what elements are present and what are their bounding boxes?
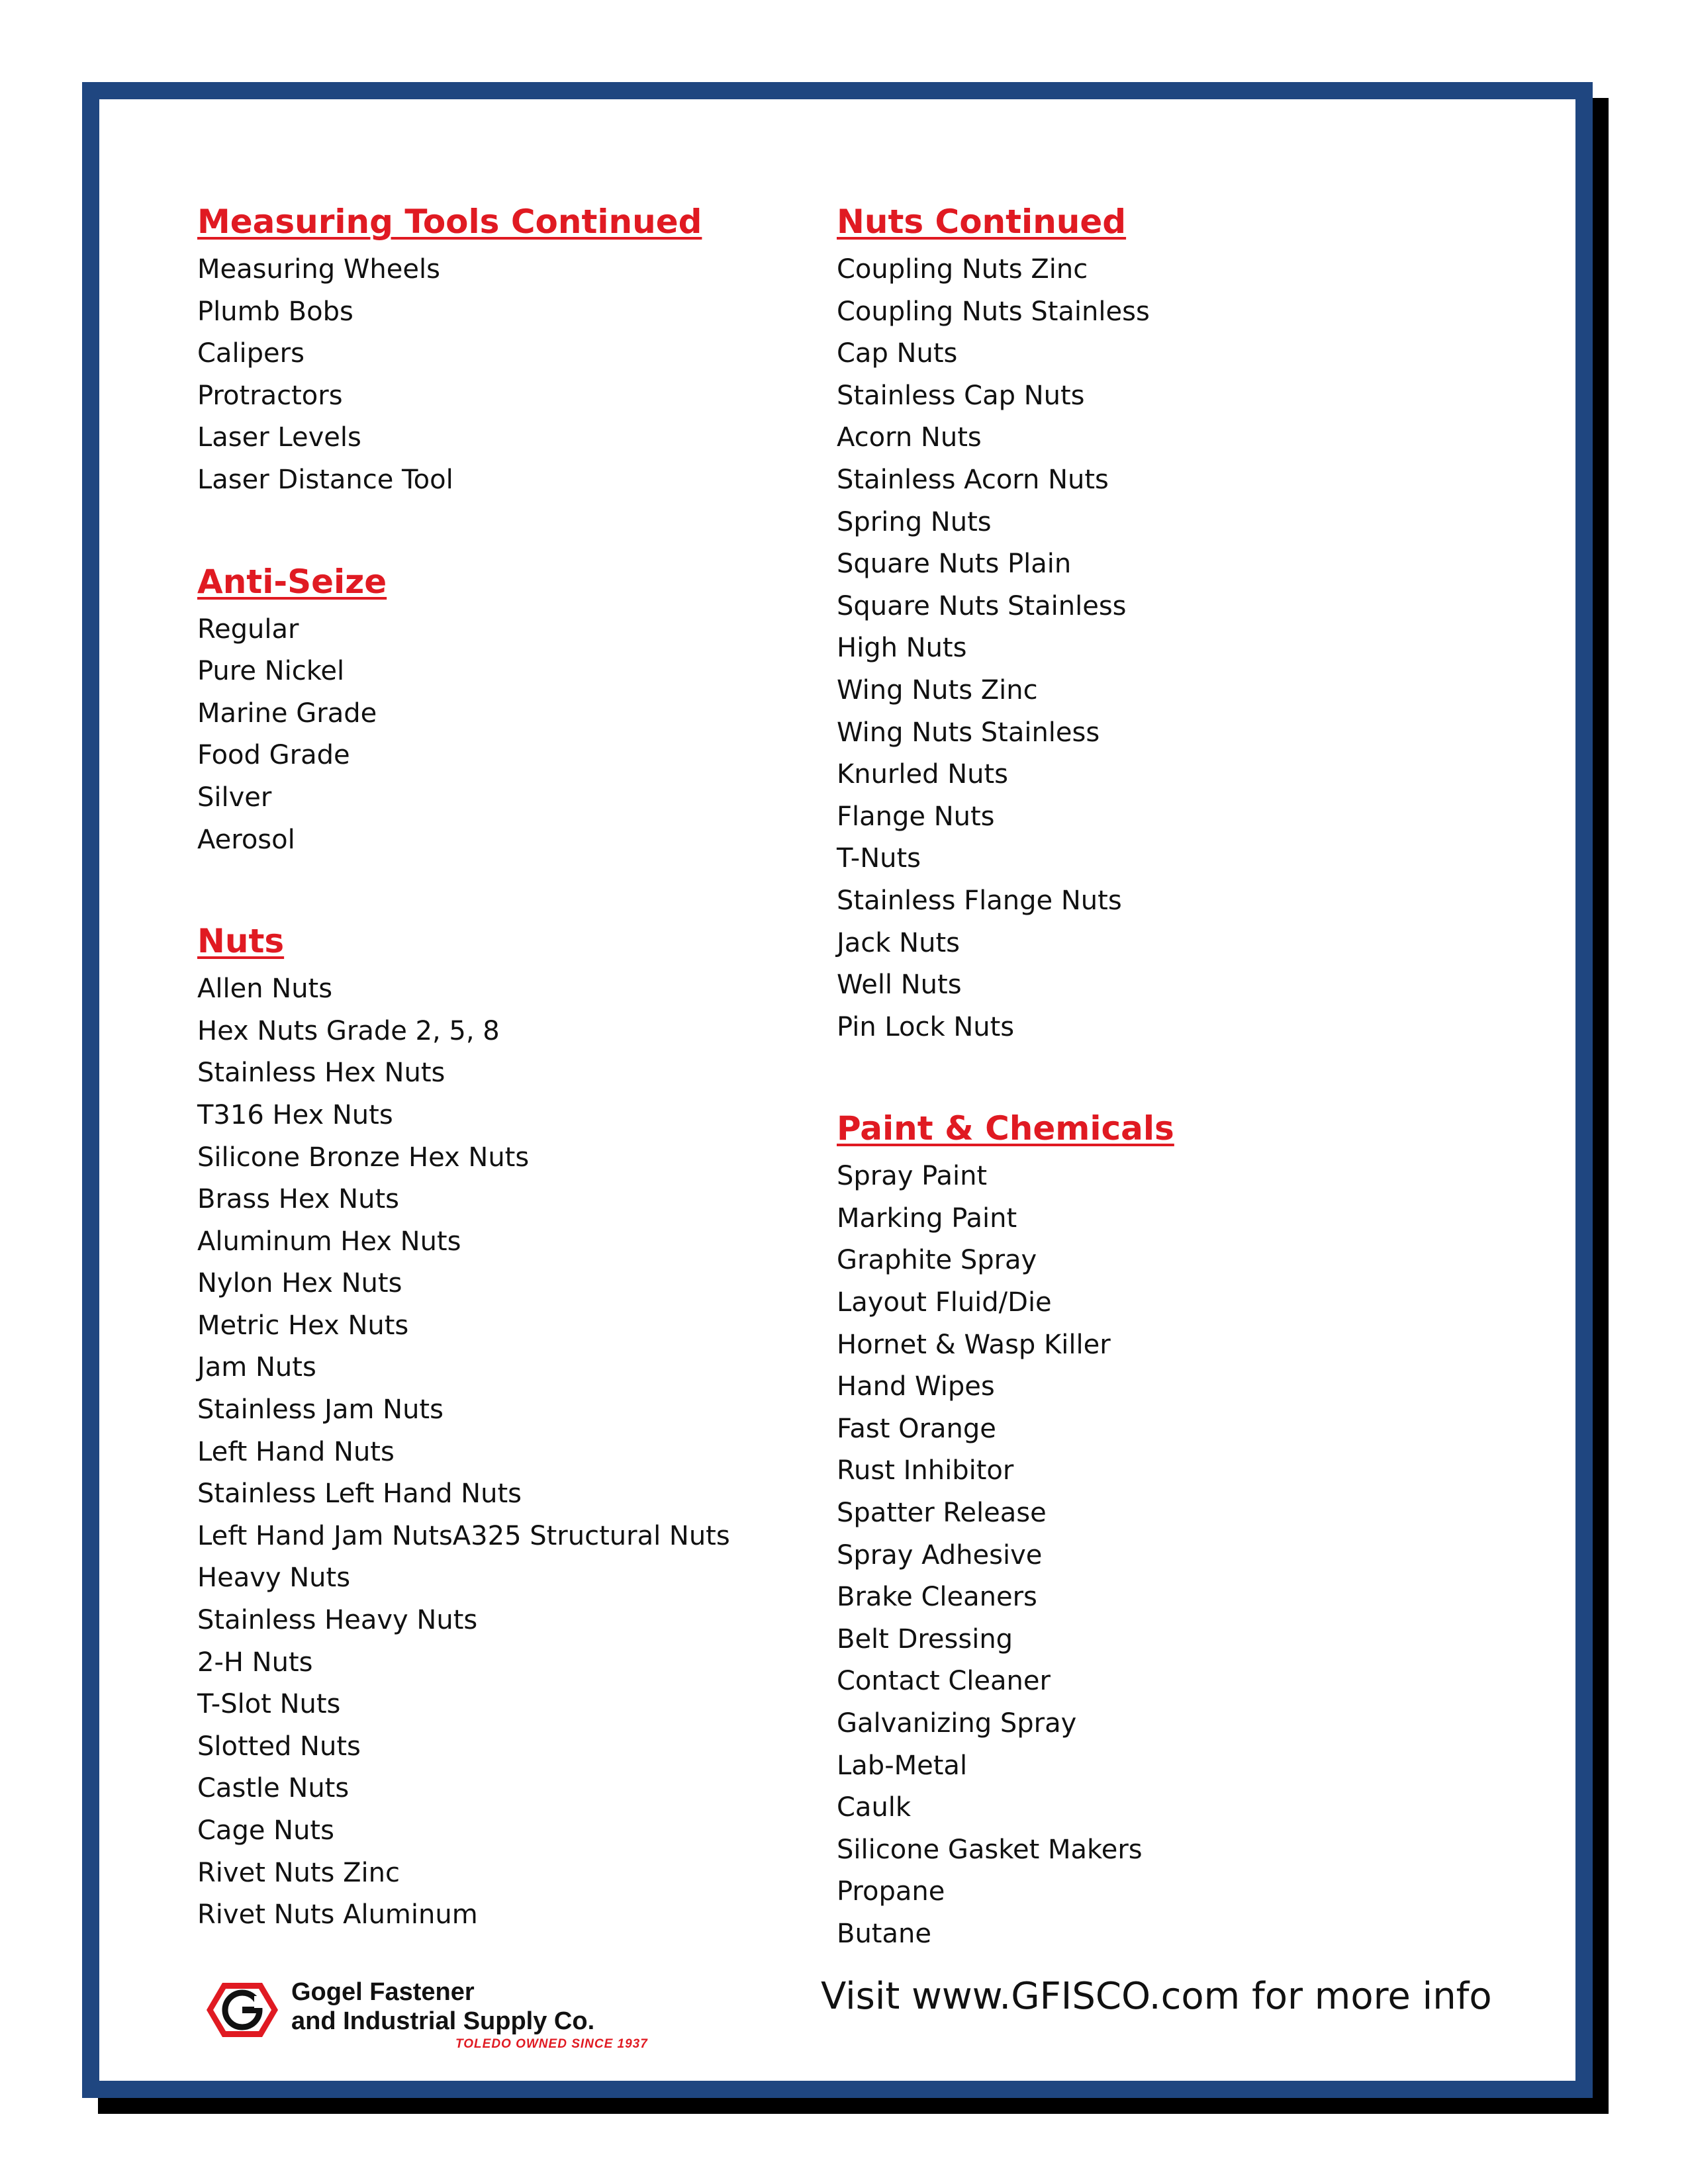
list-item: Lab-Metal (837, 1750, 968, 1781)
product-list (837, 249, 1459, 1048)
list-item: Hornet & Wasp Killer (837, 1329, 1111, 1360)
section-measuring-tools-continued (197, 199, 820, 502)
list-item: Stainless Heavy Nuts (197, 1605, 478, 1636)
section-heading: Measuring Tools Continued (197, 203, 702, 241)
list-item: Coupling Nuts Zinc (837, 254, 1088, 285)
list-item: Wing Nuts Zinc (837, 674, 1038, 705)
list-item: Coupling Nuts Stainless (837, 296, 1150, 327)
list-item: Acorn Nuts (837, 422, 982, 453)
list-item: Galvanizing Spray (837, 1708, 1077, 1739)
list-item: Cap Nuts (837, 338, 958, 369)
list-item: Fast Orange (837, 1413, 996, 1444)
section-anti-seize (197, 559, 820, 862)
list-item: Food Grade (197, 740, 350, 771)
list-item: Pin Lock Nuts (837, 1011, 1015, 1042)
list-item: Wing Nuts Stainless (837, 717, 1100, 748)
list-item: Jam Nuts (197, 1352, 316, 1383)
list-item: Stainless Jam Nuts (197, 1394, 444, 1426)
hexagon-g-logo-icon (204, 1980, 281, 2040)
list-item: Allen Nuts (197, 974, 333, 1005)
list-item: Layout Fluid/Die (837, 1287, 1052, 1318)
list-item: Nylon Hex Nuts (197, 1268, 402, 1299)
list-item: Stainless Left Hand Nuts (197, 1479, 522, 1510)
list-item: Spatter Release (837, 1498, 1047, 1529)
section-heading: Anti-Seize (197, 562, 387, 601)
section-heading: Nuts (197, 922, 285, 961)
right-column (837, 199, 1459, 2013)
product-list (197, 968, 820, 1936)
list-item: Brass Hex Nuts (197, 1184, 399, 1215)
list-item: Stainless Flange Nuts (837, 885, 1122, 916)
list-item: Square Nuts Stainless (837, 590, 1127, 621)
section-paint-chemicals (837, 1105, 1459, 1955)
list-item: Stainless Cap Nuts (837, 380, 1085, 411)
list-item: Knurled Nuts (837, 759, 1009, 790)
list-item: Butane (837, 1918, 931, 1949)
company-logo (204, 1978, 680, 2056)
company-name-line2: and Industrial Supply Co. (291, 2007, 595, 2035)
list-item: Caulk (837, 1792, 912, 1823)
section-nuts (197, 918, 820, 1936)
list-item: Cage Nuts (197, 1815, 334, 1846)
section-heading: Nuts Continued (837, 203, 1127, 241)
list-item: Marine Grade (197, 698, 377, 729)
list-item: Marking Paint (837, 1203, 1017, 1234)
list-item: Jack Nuts (837, 927, 960, 958)
list-item: Stainless Acorn Nuts (837, 464, 1109, 495)
visit-website-text[interactable]: Visit www.GFISCO.com for more info (821, 1975, 1492, 2018)
list-item: Regular (197, 614, 299, 645)
left-column (197, 199, 820, 1993)
list-item: Silver (197, 782, 272, 813)
list-item: Heavy Nuts (197, 1563, 351, 1594)
list-item: Laser Distance Tool (197, 464, 453, 495)
list-item: T-Slot Nuts (197, 1689, 341, 1720)
product-list (837, 1156, 1459, 1955)
list-item: Stainless Hex Nuts (197, 1058, 445, 1089)
list-item: High Nuts (837, 633, 967, 664)
list-item: Propane (837, 1876, 945, 1907)
list-item: Rivet Nuts Aluminum (197, 1899, 478, 1931)
list-item: Aluminum Hex Nuts (197, 1226, 461, 1257)
list-item: Silicone Bronze Hex Nuts (197, 1142, 530, 1173)
list-item: Spring Nuts (837, 506, 992, 537)
product-list (197, 609, 820, 862)
list-item: Slotted Nuts (197, 1731, 361, 1762)
list-item: Pure Nickel (197, 656, 345, 687)
product-list (197, 249, 820, 502)
list-item: Well Nuts (837, 970, 962, 1001)
list-item: Silicone Gasket Makers (837, 1834, 1143, 1865)
list-item: Contact Cleaner (837, 1666, 1051, 1697)
list-item: Metric Hex Nuts (197, 1310, 409, 1341)
list-item: Protractors (197, 380, 343, 411)
list-item: Spray Paint (837, 1161, 988, 1192)
list-item: Rivet Nuts Zinc (197, 1857, 400, 1888)
list-item: Left Hand Nuts (197, 1436, 395, 1467)
section-heading: Paint & Chemicals (837, 1109, 1174, 1148)
list-item: Calipers (197, 338, 305, 369)
list-item: Measuring Wheels (197, 254, 440, 285)
list-item: Hex Nuts Grade 2, 5, 8 (197, 1015, 500, 1046)
list-item: 2-H Nuts (197, 1647, 313, 1678)
list-item: Castle Nuts (197, 1773, 350, 1804)
company-tagline: TOLEDO OWNED SINCE 1937 (455, 2037, 648, 2051)
list-item: Square Nuts Plain (837, 549, 1072, 580)
list-item: T316 Hex Nuts (197, 1099, 393, 1130)
list-item: Left Hand Jam NutsA325 Structural Nuts (197, 1520, 730, 1551)
list-item: Brake Cleaners (837, 1582, 1037, 1613)
list-item: Belt Dressing (837, 1623, 1013, 1655)
list-item: T-Nuts (837, 843, 921, 874)
list-item: Rust Inhibitor (837, 1455, 1014, 1486)
list-item: Aerosol (197, 824, 295, 855)
list-item: Plumb Bobs (197, 296, 353, 327)
company-name-line1: Gogel Fastener (291, 1978, 475, 2006)
section-nuts-continued (837, 199, 1459, 1048)
list-item: Laser Levels (197, 422, 361, 453)
list-item: Hand Wipes (837, 1371, 995, 1402)
list-item: Spray Adhesive (837, 1539, 1043, 1570)
list-item: Flange Nuts (837, 801, 995, 832)
list-item: Graphite Spray (837, 1245, 1037, 1276)
